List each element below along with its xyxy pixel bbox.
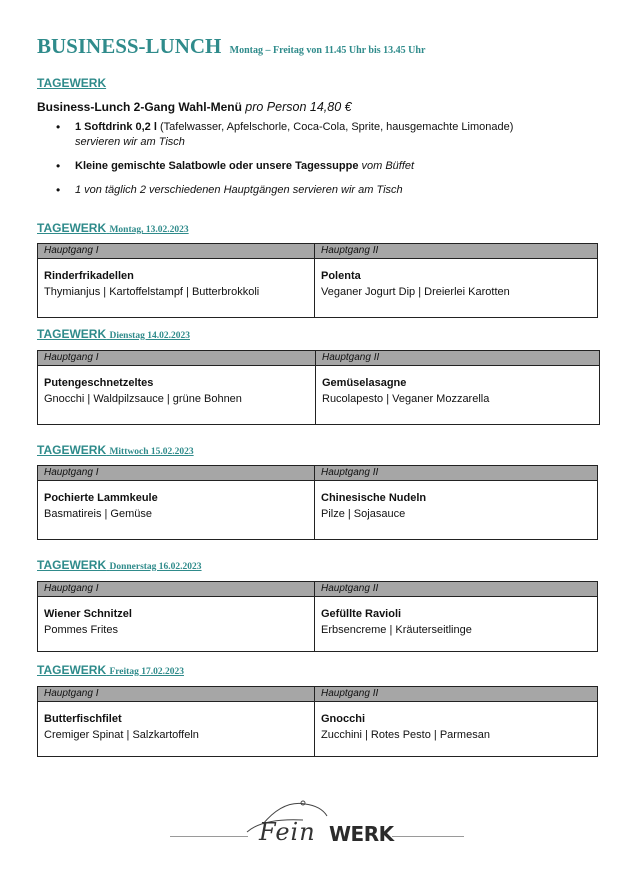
softdrink-options: (Tafelwasser, Apfelschorle, Coca-Cola, Sprite, hausgemachte Limonade)	[156, 121, 514, 133]
table-row	[38, 481, 598, 540]
day-menu-table	[37, 243, 598, 318]
dish-sides: Cremiger Spinat | Salzkartoffeln	[44, 729, 199, 741]
dish-sides: Rucolapesto | Veganer Mozzarella	[322, 393, 490, 405]
dish-name: Butterfischfilet	[44, 713, 122, 725]
day-label: TAGEWERK	[37, 221, 107, 235]
footer-divider-left	[170, 836, 248, 837]
menu-price: pro Person 14,80 €	[245, 100, 352, 114]
dish-sides: Gnocchi | Waldpilzsauce | grüne Bohnen	[44, 393, 242, 405]
day-label: TAGEWERK	[37, 443, 107, 457]
column-header: Hauptgang II	[315, 244, 598, 259]
dish-name: Gefüllte Ravioli	[321, 608, 402, 620]
salad-note: vom Büffet	[358, 160, 415, 172]
menu-price-line	[37, 100, 352, 114]
day-menu-table	[37, 465, 598, 540]
dish-name: Gemüselasagne	[322, 377, 407, 389]
dish-name: Chinesische Nudeln	[321, 492, 427, 504]
day-heading	[37, 443, 194, 457]
softdrink-label: 1 Softdrink 0,2 l	[75, 121, 157, 133]
table-header-row	[38, 244, 598, 259]
page-title	[37, 34, 425, 59]
dish-cell	[315, 481, 598, 540]
logo	[243, 798, 403, 854]
dish-sides: Erbsencreme | Kräuterseitlinge	[321, 624, 472, 636]
table-row	[38, 702, 598, 757]
dish-name: Rinderfrikadellen	[44, 270, 134, 282]
dish-cell	[38, 259, 315, 318]
day-heading	[37, 558, 202, 572]
table-row	[38, 366, 600, 425]
column-header: Hauptgang I	[38, 687, 315, 702]
day-label: TAGEWERK	[37, 558, 107, 572]
day-menu-table	[37, 686, 598, 757]
dish-name: Gnocchi	[321, 713, 366, 725]
day-menu-table	[37, 350, 600, 425]
day-date: Mittwoch 15.02.2023	[109, 447, 194, 457]
column-header: Hauptgang II	[315, 687, 598, 702]
dish-name: Putengeschnetzeltes	[44, 377, 154, 389]
column-header: Hauptgang II	[315, 582, 598, 597]
day-date: Dienstag 14.02.2023	[109, 331, 190, 341]
column-header: Hauptgang I	[38, 582, 315, 597]
salad-label: Kleine gemischte Salatbowle oder unsere Tagessuppe	[75, 160, 359, 172]
dish-cell	[315, 702, 598, 757]
intro-heading: TAGEWERK	[37, 76, 107, 90]
column-header: Hauptgang I	[38, 351, 316, 366]
table-header-row	[38, 466, 598, 481]
table-header-row	[38, 687, 598, 702]
list-item	[37, 120, 597, 150]
dish-cell	[38, 702, 315, 757]
day-menu-table	[37, 581, 598, 652]
dish-cell	[38, 366, 316, 425]
table-row	[38, 259, 598, 318]
table-header-row	[38, 351, 600, 366]
dish-cell	[315, 597, 598, 652]
logo-script: Fein	[259, 818, 316, 846]
dish-cell	[316, 366, 600, 425]
column-header: Hauptgang I	[38, 466, 315, 481]
softdrink-note: servieren wir am Tisch	[75, 136, 185, 148]
day-date: Freitag 17.02.2023	[109, 667, 184, 677]
day-label: TAGEWERK	[37, 327, 107, 341]
logo-bold: WERK	[329, 822, 394, 846]
list-item	[37, 183, 597, 198]
dish-cell	[38, 481, 315, 540]
title-text: BUSINESS-LUNCH	[37, 34, 222, 58]
column-header: Hauptgang I	[38, 244, 315, 259]
column-header: Hauptgang II	[315, 466, 598, 481]
day-heading	[37, 221, 189, 235]
dish-sides: Thymianjus | Kartoffelstampf | Butterbrokkoli	[44, 286, 260, 298]
dish-cell	[315, 259, 598, 318]
dish-sides: Pilze | Sojasauce	[321, 508, 406, 520]
day-heading	[37, 327, 190, 341]
dish-sides: Zucchini | Rotes Pesto | Parmesan	[321, 729, 490, 741]
dish-cell	[38, 597, 315, 652]
day-date: Montag, 13.02.2023	[109, 225, 189, 235]
main-course-note: 1 von täglich 2 verschiedenen Hauptgängen servieren wir am Tisch	[75, 184, 403, 196]
day-date: Donnerstag 16.02.2023	[109, 562, 202, 572]
dish-name: Polenta	[321, 270, 361, 282]
column-header: Hauptgang II	[316, 351, 600, 366]
table-row	[38, 597, 598, 652]
dish-sides: Basmatireis | Gemüse	[44, 508, 153, 520]
dish-sides: Pommes Frites	[44, 624, 118, 636]
dish-sides: Veganer Jogurt Dip | Dreierlei Karotten	[321, 286, 510, 298]
dish-name: Pochierte Lammkeule	[44, 492, 158, 504]
inclusions-list	[37, 120, 597, 206]
day-heading	[37, 663, 184, 677]
table-header-row	[38, 582, 598, 597]
menu-label: Business-Lunch 2-Gang Wahl-Menü	[37, 100, 242, 114]
day-label: TAGEWERK	[37, 663, 107, 677]
list-item	[37, 159, 597, 174]
opening-hours: Montag – Freitag von 11.45 Uhr bis 13.45 Uhr	[229, 45, 426, 56]
dish-name: Wiener Schnitzel	[44, 608, 132, 620]
